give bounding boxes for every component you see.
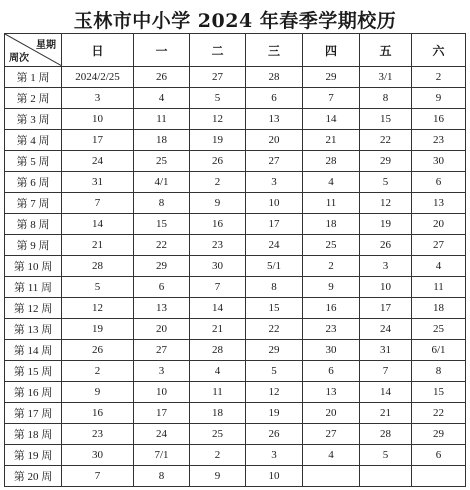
date-cell-tue: 23 [190, 235, 246, 256]
date-cell-thu: 23 [303, 319, 360, 340]
date-cell-sat: 13 [412, 193, 466, 214]
date-cell-mon: 8 [134, 466, 190, 487]
date-cell-mon: 3 [134, 361, 190, 382]
date-cell-fri: 26 [360, 235, 412, 256]
date-cell-sun: 7 [62, 466, 134, 487]
week-label: 第 9 周 [5, 235, 62, 256]
date-cell-tue: 9 [190, 193, 246, 214]
day-header-mon: 一 [134, 34, 190, 67]
date-cell-sun: 24 [62, 151, 134, 172]
date-cell-thu: 27 [303, 424, 360, 445]
date-cell-fri: 10 [360, 277, 412, 298]
date-cell-sun: 3 [62, 88, 134, 109]
date-cell-sun: 14 [62, 214, 134, 235]
date-cell-wed: 3 [246, 172, 303, 193]
corner-header [5, 34, 62, 67]
date-cell-mon: 10 [134, 382, 190, 403]
date-cell-fri: 5 [360, 172, 412, 193]
week-label: 第 19 周 [5, 445, 62, 466]
date-cell-fri: 31 [360, 340, 412, 361]
date-cell-wed: 5 [246, 361, 303, 382]
date-cell-thu: 18 [303, 214, 360, 235]
date-cell-mon: 17 [134, 403, 190, 424]
week-row [5, 67, 466, 88]
week-row [5, 256, 466, 277]
date-cell-sun: 21 [62, 235, 134, 256]
date-cell-wed: 8 [246, 277, 303, 298]
week-row [5, 88, 466, 109]
date-cell-tue: 4 [190, 361, 246, 382]
date-cell-sun: 10 [62, 109, 134, 130]
date-cell-sat: 27 [412, 235, 466, 256]
date-cell-thu: 2 [303, 256, 360, 277]
week-label: 第 13 周 [5, 319, 62, 340]
date-cell-wed: 22 [246, 319, 303, 340]
date-cell-mon: 13 [134, 298, 190, 319]
date-cell-fri: 28 [360, 424, 412, 445]
day-header-thu: 四 [303, 34, 360, 67]
date-cell-mon: 20 [134, 319, 190, 340]
date-cell-tue: 18 [190, 403, 246, 424]
date-cell-mon: 4 [134, 88, 190, 109]
week-label: 第 20 周 [5, 466, 62, 487]
date-cell-thu: 6 [303, 361, 360, 382]
week-row [5, 235, 466, 256]
date-cell-mon: 18 [134, 130, 190, 151]
date-cell-thu: 13 [303, 382, 360, 403]
date-cell-mon: 6 [134, 277, 190, 298]
date-cell-thu: 16 [303, 298, 360, 319]
date-cell-tue: 19 [190, 130, 246, 151]
week-label: 第 8 周 [5, 214, 62, 235]
week-row [5, 151, 466, 172]
date-cell-sun: 26 [62, 340, 134, 361]
date-cell-tue: 2 [190, 445, 246, 466]
date-cell-sun: 23 [62, 424, 134, 445]
week-label: 第 10 周 [5, 256, 62, 277]
week-label: 第 12 周 [5, 298, 62, 319]
week-row [5, 340, 466, 361]
week-label: 第 18 周 [5, 424, 62, 445]
date-cell-mon: 4/1 [134, 172, 190, 193]
date-cell-wed: 27 [246, 151, 303, 172]
week-row [5, 424, 466, 445]
date-cell-fri: 5 [360, 445, 412, 466]
date-cell-tue: 2 [190, 172, 246, 193]
week-label: 第 14 周 [5, 340, 62, 361]
week-row [5, 130, 466, 151]
week-label: 第 3 周 [5, 109, 62, 130]
date-cell-sat: 25 [412, 319, 466, 340]
date-cell-tue: 5 [190, 88, 246, 109]
week-label: 第 6 周 [5, 172, 62, 193]
week-label: 第 7 周 [5, 193, 62, 214]
week-label: 第 11 周 [5, 277, 62, 298]
date-cell-sun: 17 [62, 130, 134, 151]
date-cell-wed: 5/1 [246, 256, 303, 277]
date-cell-sun: 7 [62, 193, 134, 214]
week-row [5, 109, 466, 130]
date-cell-sat: 6/1 [412, 340, 466, 361]
date-cell-sat: 30 [412, 151, 466, 172]
date-cell-thu: 4 [303, 172, 360, 193]
date-cell-tue: 7 [190, 277, 246, 298]
date-cell-tue: 21 [190, 319, 246, 340]
week-row [5, 298, 466, 319]
header-row [5, 34, 466, 67]
date-cell-tue: 12 [190, 109, 246, 130]
date-cell-fri: 15 [360, 109, 412, 130]
date-cell-mon: 7/1 [134, 445, 190, 466]
date-cell-thu: 9 [303, 277, 360, 298]
date-cell-thu: 21 [303, 130, 360, 151]
week-label: 第 5 周 [5, 151, 62, 172]
date-cell-wed: 29 [246, 340, 303, 361]
corner-label-week: 周次 [9, 53, 29, 64]
calendar-body [5, 67, 466, 487]
date-cell-mon: 24 [134, 424, 190, 445]
date-cell-fri: 24 [360, 319, 412, 340]
date-cell-tue: 14 [190, 298, 246, 319]
date-cell-mon: 25 [134, 151, 190, 172]
week-row [5, 193, 466, 214]
date-cell-mon: 29 [134, 256, 190, 277]
date-cell-sun: 30 [62, 445, 134, 466]
date-cell-tue: 16 [190, 214, 246, 235]
date-cell-sat: 4 [412, 256, 466, 277]
date-cell-sat: 8 [412, 361, 466, 382]
date-cell-tue: 9 [190, 466, 246, 487]
date-cell-tue: 30 [190, 256, 246, 277]
week-label: 第 16 周 [5, 382, 62, 403]
date-cell-tue: 25 [190, 424, 246, 445]
date-cell-fri: 29 [360, 151, 412, 172]
date-cell-tue: 26 [190, 151, 246, 172]
week-row [5, 466, 466, 487]
day-header-sun: 日 [62, 34, 134, 67]
week-row [5, 172, 466, 193]
date-cell-thu: 11 [303, 193, 360, 214]
page-title: 玉林市中小学 2024 年春季学期校历 [73, 10, 397, 32]
date-cell-tue: 27 [190, 67, 246, 88]
week-row [5, 319, 466, 340]
date-cell-tue: 28 [190, 340, 246, 361]
date-cell-thu: 30 [303, 340, 360, 361]
date-cell-thu: 25 [303, 235, 360, 256]
date-cell-wed: 12 [246, 382, 303, 403]
date-cell-fri: 7 [360, 361, 412, 382]
date-cell-sun: 9 [62, 382, 134, 403]
week-row [5, 382, 466, 403]
date-cell-wed: 10 [246, 193, 303, 214]
date-cell-wed: 15 [246, 298, 303, 319]
date-cell-fri: 3/1 [360, 67, 412, 88]
day-header-fri: 五 [360, 34, 412, 67]
date-cell-thu: 4 [303, 445, 360, 466]
date-cell-tue: 11 [190, 382, 246, 403]
date-cell-thu: 14 [303, 109, 360, 130]
date-cell-thu: 20 [303, 403, 360, 424]
date-cell-sun: 5 [62, 277, 134, 298]
day-header-wed: 三 [246, 34, 303, 67]
date-cell-fri: 17 [360, 298, 412, 319]
week-label: 第 15 周 [5, 361, 62, 382]
date-cell-sat: 18 [412, 298, 466, 319]
date-cell-mon: 8 [134, 193, 190, 214]
week-label: 第 4 周 [5, 130, 62, 151]
date-cell-fri: 12 [360, 193, 412, 214]
week-label: 第 17 周 [5, 403, 62, 424]
date-cell-wed: 26 [246, 424, 303, 445]
date-cell-sat [412, 466, 466, 487]
date-cell-wed: 24 [246, 235, 303, 256]
week-label: 第 2 周 [5, 88, 62, 109]
date-cell-sat: 16 [412, 109, 466, 130]
date-cell-sat: 23 [412, 130, 466, 151]
day-header-tue: 二 [190, 34, 246, 67]
date-cell-wed: 10 [246, 466, 303, 487]
date-cell-sat: 11 [412, 277, 466, 298]
date-cell-sun: 19 [62, 319, 134, 340]
date-cell-thu [303, 466, 360, 487]
date-cell-sun: 2024/2/25 [62, 67, 134, 88]
date-cell-sat: 6 [412, 172, 466, 193]
date-cell-fri: 21 [360, 403, 412, 424]
date-cell-fri: 8 [360, 88, 412, 109]
date-cell-thu: 28 [303, 151, 360, 172]
week-row [5, 361, 466, 382]
date-cell-wed: 3 [246, 445, 303, 466]
date-cell-wed: 20 [246, 130, 303, 151]
date-cell-sun: 31 [62, 172, 134, 193]
date-cell-sun: 28 [62, 256, 134, 277]
date-cell-sat: 9 [412, 88, 466, 109]
date-cell-fri: 19 [360, 214, 412, 235]
date-cell-fri [360, 466, 412, 487]
date-cell-sat: 2 [412, 67, 466, 88]
week-row [5, 214, 466, 235]
week-row [5, 277, 466, 298]
corner-label-weekday: 星期 [36, 40, 56, 51]
date-cell-mon: 15 [134, 214, 190, 235]
date-cell-wed: 6 [246, 88, 303, 109]
date-cell-wed: 17 [246, 214, 303, 235]
week-row [5, 445, 466, 466]
date-cell-thu: 7 [303, 88, 360, 109]
day-header-sat: 六 [412, 34, 466, 67]
date-cell-mon: 11 [134, 109, 190, 130]
date-cell-sun: 16 [62, 403, 134, 424]
date-cell-mon: 26 [134, 67, 190, 88]
week-row [5, 403, 466, 424]
date-cell-sat: 20 [412, 214, 466, 235]
date-cell-fri: 3 [360, 256, 412, 277]
date-cell-wed: 28 [246, 67, 303, 88]
date-cell-fri: 22 [360, 130, 412, 151]
date-cell-thu: 29 [303, 67, 360, 88]
date-cell-sat: 6 [412, 445, 466, 466]
date-cell-mon: 27 [134, 340, 190, 361]
date-cell-fri: 14 [360, 382, 412, 403]
date-cell-sat: 15 [412, 382, 466, 403]
date-cell-sun: 12 [62, 298, 134, 319]
week-label: 第 1 周 [5, 67, 62, 88]
calendar-table [4, 33, 466, 487]
date-cell-mon: 22 [134, 235, 190, 256]
date-cell-wed: 13 [246, 109, 303, 130]
date-cell-sat: 29 [412, 424, 466, 445]
date-cell-sat: 22 [412, 403, 466, 424]
date-cell-sun: 2 [62, 361, 134, 382]
date-cell-wed: 19 [246, 403, 303, 424]
